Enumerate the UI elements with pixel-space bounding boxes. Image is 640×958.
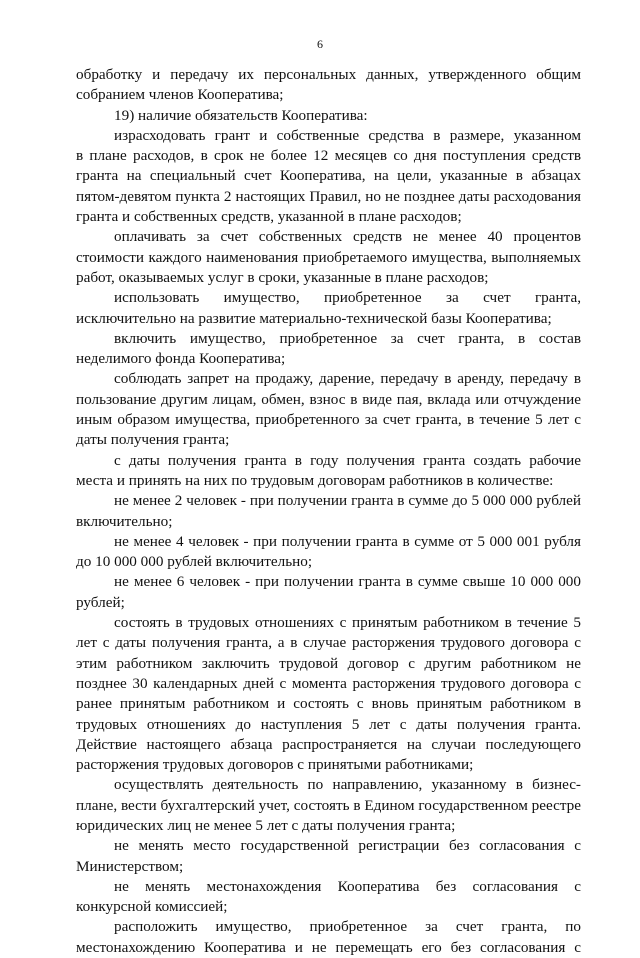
text-line: иным образом имущества, приобретенного за счет гранта, в течение 5 лет с — [76, 411, 581, 429]
text-line: израсходовать грант и собственные средства в размере, указанном — [114, 126, 581, 144]
text-line: в плане расходов, в срок не более 12 месяцев со дня поступления средств — [76, 147, 581, 165]
text-line: лет с даты получения гранта, а в случае расторжения трудового договора с — [76, 634, 581, 652]
paragraph — [76, 126, 581, 227]
text-line: расположить имущество, приобретенное за счет гранта, по — [114, 918, 581, 936]
text-line: не менее 4 человек - при получении гранта в сумме от 5 000 001 рубля — [114, 532, 581, 550]
page-number: 6 — [317, 37, 323, 51]
paragraph — [76, 877, 581, 918]
text-line: оплачивать за счет собственных средств не менее 40 процентов — [114, 228, 581, 246]
text-line: пользование другим лицам, обмен, взнос в виде пая, вклада или отчуждение — [76, 390, 581, 408]
text-line: 19) наличие обязательств Кооператива: — [114, 106, 368, 124]
text-line: ранее принятым работником и состоять с вновь принятым работником в — [76, 695, 581, 713]
text-line: не менять место государственной регистрации без согласования с — [114, 837, 581, 855]
text-line: рублей; — [76, 593, 125, 611]
text-line: обработку и передачу их персональных данных, утвержденного общим — [76, 66, 581, 83]
text-line: использовать имущество, приобретенное за счет гранта, — [114, 289, 581, 307]
text-line: конкурсной комиссией; — [76, 898, 228, 916]
paragraph — [76, 917, 581, 958]
text-line: местонахождению Кооператива и не перемещать его без согласования с — [76, 938, 581, 956]
text-line: стоимости каждого наименования приобретаемого имущества, выполняемых — [76, 248, 581, 266]
text-line: не менее 2 человек - при получении гранта в сумме до 5 000 000 рублей — [114, 492, 581, 510]
text-line: до 10 000 000 рублей включительно; — [76, 553, 313, 571]
text-line: гранта и собственных средств, указанной в плане расходов; — [76, 208, 462, 226]
text-line: Министерством; — [76, 857, 184, 875]
paragraph — [76, 532, 581, 573]
text-line: работ, оказываемых услуг в сроки, указанные в плане расходов; — [76, 268, 489, 286]
text-line: состоять в трудовых отношениях с принятым работником в течение 5 — [114, 614, 581, 632]
text-line: пятом-девятом пункта 2 настоящих Правил, но не позднее даты расходования — [76, 187, 581, 205]
text-line: расторжения трудовых договоров с принятыми работниками; — [76, 756, 474, 774]
text-line: с даты получения гранта в году получения гранта создать рабочие — [114, 451, 581, 469]
paragraph — [76, 572, 581, 613]
text-line: позднее 30 календарных дней с момента расторжения трудового договора с — [76, 674, 581, 692]
text-line: включить имущество, приобретенное за счет гранта, в состав — [114, 329, 581, 347]
text-line: неделимого фонда Кооператива; — [76, 350, 286, 368]
text-line: не менять местонахождения Кооператива без согласования с — [114, 877, 581, 895]
text-line: не менее 6 человек - при получении гранта в сумме свыше 10 000 000 — [114, 573, 581, 591]
text-line: юридических лиц не менее 5 лет с даты получения гранта; — [76, 816, 456, 834]
paragraph — [76, 491, 581, 532]
paragraph — [76, 369, 581, 450]
paragraph — [76, 65, 581, 106]
text-line: соблюдать запрет на продажу, дарение, передачу в аренду, передачу в — [114, 370, 581, 388]
text-line: исключительно на развитие материально-технической базы Кооператива; — [76, 309, 552, 327]
text-line: собранием членов Кооператива; — [76, 86, 284, 104]
paragraph — [76, 451, 581, 492]
paragraph — [76, 613, 581, 775]
paragraph — [76, 288, 581, 329]
paragraph — [76, 227, 581, 288]
text-line: даты получения гранта; — [76, 431, 230, 449]
paragraph — [76, 329, 581, 370]
paragraph — [76, 106, 581, 126]
text-line: осуществлять деятельность по направлению, указанному в бизнес- — [114, 776, 581, 794]
text-line: гранта на специальный счет Кооператива, на цели, указанные в абзацах — [76, 167, 581, 185]
text-line: трудовых отношениях до наступления 5 лет с даты получения гранта. — [76, 715, 581, 733]
paragraph — [76, 836, 581, 877]
text-line: плане, вести бухгалтерский учет, состоять в Едином государственном реестре — [76, 796, 581, 814]
document-body — [76, 65, 581, 958]
text-line: места и принять на них по трудовым договорам работников в количестве: — [76, 471, 554, 489]
text-line: включительно; — [76, 512, 173, 530]
text-line: Действие настоящего абзаца распространяется на случаи последующего — [76, 735, 581, 753]
paragraph — [76, 775, 581, 836]
text-line: этим работником заключить трудовой договор с другим работником не — [76, 654, 581, 672]
